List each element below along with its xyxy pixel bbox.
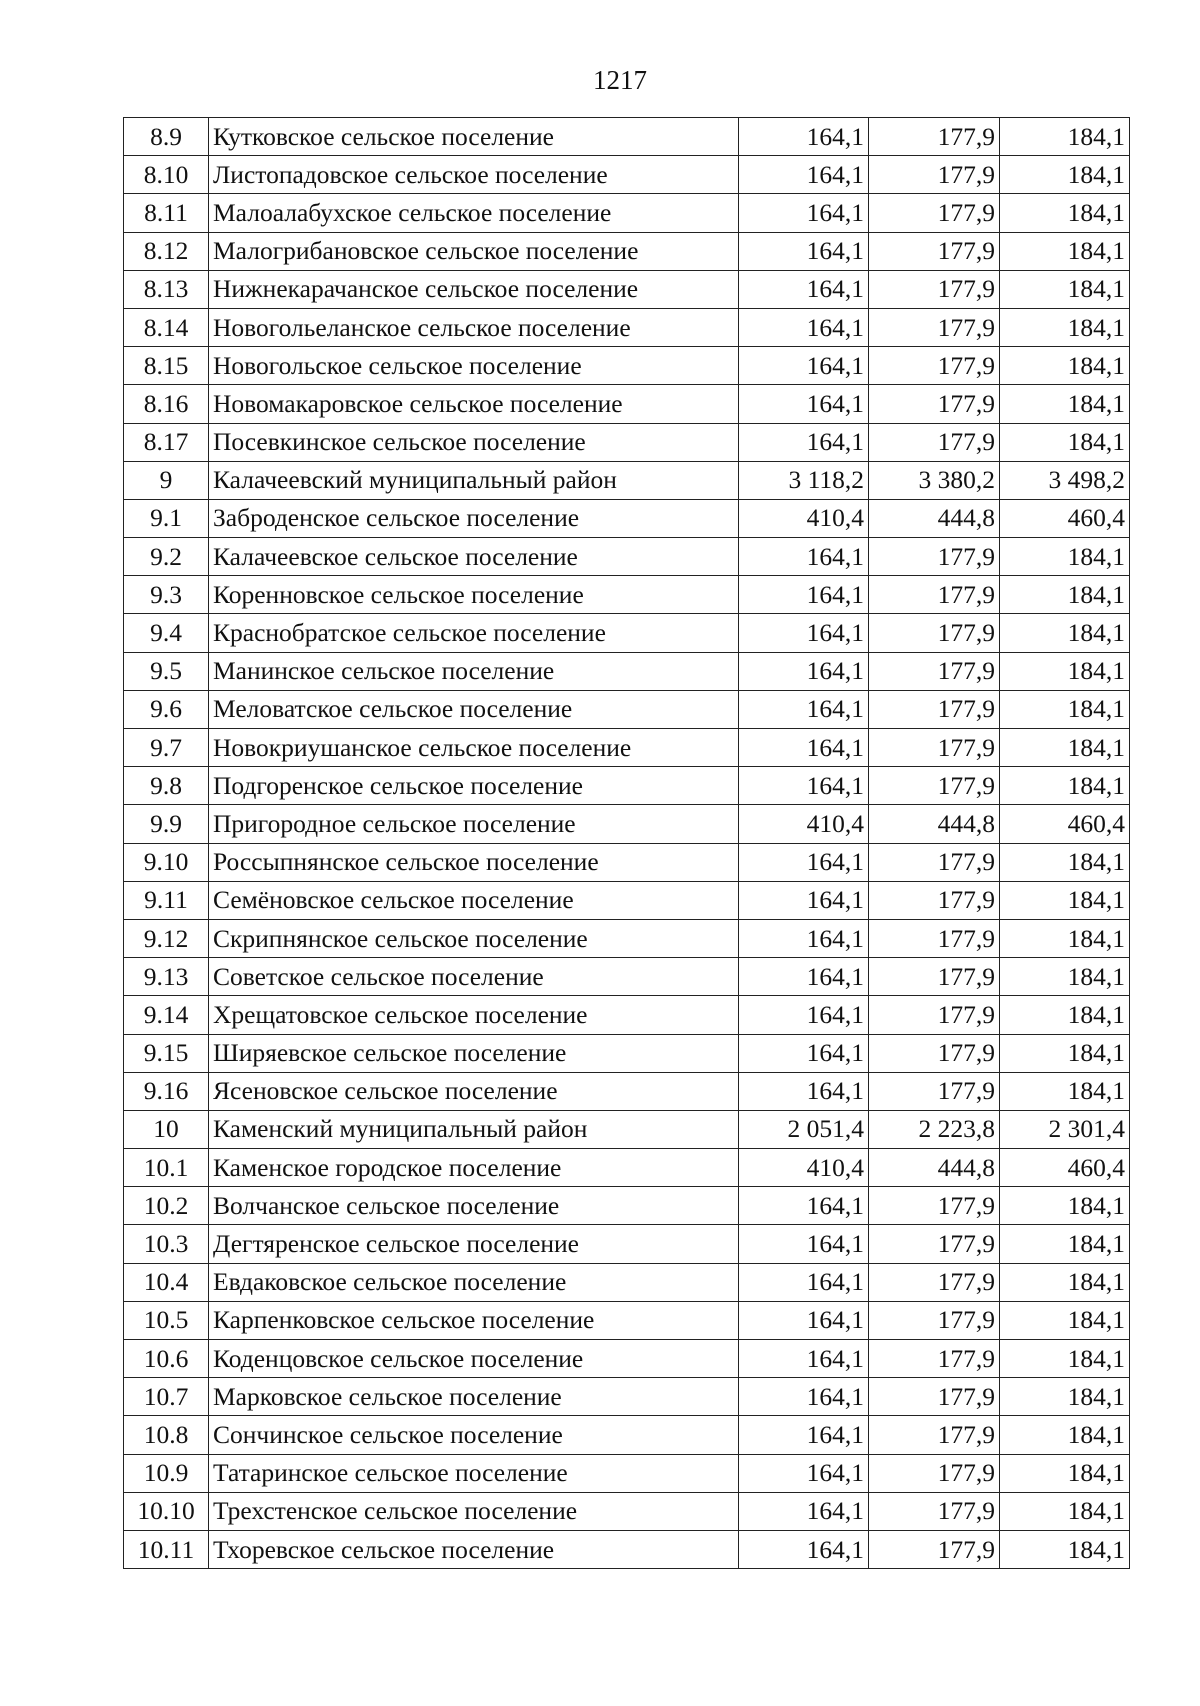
value-cell-2: 177,9 bbox=[869, 843, 1000, 881]
settlement-name-cell: Краснобратское сельское поселение bbox=[209, 614, 739, 652]
value-cell-1: 164,1 bbox=[739, 1454, 869, 1492]
value-cell-3: 184,1 bbox=[1000, 1187, 1130, 1225]
value-cell-3: 184,1 bbox=[1000, 1530, 1130, 1568]
settlement-name-cell: Нижнекарачанское сельское поселение bbox=[209, 270, 739, 308]
table-row bbox=[124, 118, 1130, 156]
value-cell-1: 164,1 bbox=[739, 1492, 869, 1530]
settlement-name-cell: Меловатское сельское поселение bbox=[209, 690, 739, 728]
value-cell-3: 184,1 bbox=[1000, 958, 1130, 996]
settlement-name-cell: Коренновское сельское поселение bbox=[209, 576, 739, 614]
table-row bbox=[124, 385, 1130, 423]
value-cell-3: 184,1 bbox=[1000, 1416, 1130, 1454]
row-number-cell: 9.4 bbox=[124, 614, 209, 652]
table-row bbox=[124, 1072, 1130, 1110]
value-cell-1: 164,1 bbox=[739, 1034, 869, 1072]
settlement-name-cell: Россыпнянское сельское поселение bbox=[209, 843, 739, 881]
value-cell-1: 164,1 bbox=[739, 919, 869, 957]
table-row bbox=[124, 805, 1130, 843]
table-row bbox=[124, 461, 1130, 499]
value-cell-1: 164,1 bbox=[739, 194, 869, 232]
settlement-name-cell: Новомакаровское сельское поселение bbox=[209, 385, 739, 423]
value-cell-2: 444,8 bbox=[869, 1149, 1000, 1187]
value-cell-1: 164,1 bbox=[739, 1225, 869, 1263]
value-cell-1: 410,4 bbox=[739, 499, 869, 537]
value-cell-2: 177,9 bbox=[869, 767, 1000, 805]
settlement-name-cell: Ширяевское сельское поселение bbox=[209, 1034, 739, 1072]
value-cell-1: 164,1 bbox=[739, 232, 869, 270]
row-number-cell: 10.5 bbox=[124, 1301, 209, 1339]
value-cell-3: 184,1 bbox=[1000, 614, 1130, 652]
table-row bbox=[124, 308, 1130, 346]
table-row bbox=[124, 614, 1130, 652]
row-number-cell: 9.10 bbox=[124, 843, 209, 881]
table-row bbox=[124, 996, 1130, 1034]
value-cell-3: 184,1 bbox=[1000, 1225, 1130, 1263]
row-number-cell: 8.17 bbox=[124, 423, 209, 461]
row-number-cell: 9.9 bbox=[124, 805, 209, 843]
value-cell-2: 3 380,2 bbox=[869, 461, 1000, 499]
row-number-cell: 9.6 bbox=[124, 690, 209, 728]
value-cell-2: 177,9 bbox=[869, 919, 1000, 957]
value-cell-1: 164,1 bbox=[739, 843, 869, 881]
table-row bbox=[124, 881, 1130, 919]
row-number-cell: 9.15 bbox=[124, 1034, 209, 1072]
value-cell-2: 177,9 bbox=[869, 156, 1000, 194]
value-cell-3: 184,1 bbox=[1000, 194, 1130, 232]
value-cell-1: 164,1 bbox=[739, 958, 869, 996]
row-number-cell: 8.10 bbox=[124, 156, 209, 194]
row-number-cell: 8.14 bbox=[124, 308, 209, 346]
row-number-cell: 8.9 bbox=[124, 118, 209, 156]
row-number-cell: 9.16 bbox=[124, 1072, 209, 1110]
table-row bbox=[124, 232, 1130, 270]
row-number-cell: 10.11 bbox=[124, 1530, 209, 1568]
table-row bbox=[124, 1225, 1130, 1263]
value-cell-2: 177,9 bbox=[869, 423, 1000, 461]
settlement-name-cell: Коденцовское сельское поселение bbox=[209, 1340, 739, 1378]
value-cell-3: 184,1 bbox=[1000, 308, 1130, 346]
value-cell-2: 177,9 bbox=[869, 270, 1000, 308]
row-number-cell: 9.2 bbox=[124, 538, 209, 576]
row-number-cell: 9.12 bbox=[124, 919, 209, 957]
table-row bbox=[124, 1034, 1130, 1072]
value-cell-1: 164,1 bbox=[739, 538, 869, 576]
value-cell-2: 2 223,8 bbox=[869, 1110, 1000, 1148]
row-number-cell: 10.1 bbox=[124, 1149, 209, 1187]
row-number-cell: 8.11 bbox=[124, 194, 209, 232]
value-cell-3: 184,1 bbox=[1000, 576, 1130, 614]
settlement-name-cell: Хрещатовское сельское поселение bbox=[209, 996, 739, 1034]
settlement-name-cell: Ясеновское сельское поселение bbox=[209, 1072, 739, 1110]
value-cell-3: 184,1 bbox=[1000, 1072, 1130, 1110]
value-cell-3: 184,1 bbox=[1000, 538, 1130, 576]
table-row bbox=[124, 767, 1130, 805]
table-row bbox=[124, 1110, 1130, 1148]
row-number-cell: 9.8 bbox=[124, 767, 209, 805]
row-number-cell: 9.11 bbox=[124, 881, 209, 919]
value-cell-3: 184,1 bbox=[1000, 843, 1130, 881]
settlement-name-cell: Калачеевский муниципальный район bbox=[209, 461, 739, 499]
value-cell-2: 177,9 bbox=[869, 1225, 1000, 1263]
value-cell-3: 184,1 bbox=[1000, 118, 1130, 156]
budget-allocation-table bbox=[123, 117, 1130, 1569]
value-cell-3: 184,1 bbox=[1000, 1492, 1130, 1530]
row-number-cell: 9.13 bbox=[124, 958, 209, 996]
settlement-name-cell: Каменский муниципальный район bbox=[209, 1110, 739, 1148]
settlement-name-cell: Евдаковское сельское поселение bbox=[209, 1263, 739, 1301]
value-cell-3: 3 498,2 bbox=[1000, 461, 1130, 499]
value-cell-1: 164,1 bbox=[739, 118, 869, 156]
value-cell-2: 177,9 bbox=[869, 958, 1000, 996]
settlement-name-cell: Заброденское сельское поселение bbox=[209, 499, 739, 537]
settlement-name-cell: Сончинское сельское поселение bbox=[209, 1416, 739, 1454]
value-cell-1: 164,1 bbox=[739, 690, 869, 728]
value-cell-3: 184,1 bbox=[1000, 232, 1130, 270]
settlement-name-cell: Новогольское сельское поселение bbox=[209, 347, 739, 385]
table-row bbox=[124, 423, 1130, 461]
settlement-name-cell: Малоалабухское сельское поселение bbox=[209, 194, 739, 232]
value-cell-2: 177,9 bbox=[869, 996, 1000, 1034]
value-cell-3: 184,1 bbox=[1000, 1340, 1130, 1378]
value-cell-1: 164,1 bbox=[739, 996, 869, 1034]
value-cell-2: 177,9 bbox=[869, 1416, 1000, 1454]
value-cell-2: 177,9 bbox=[869, 576, 1000, 614]
value-cell-2: 177,9 bbox=[869, 1340, 1000, 1378]
row-number-cell: 10.4 bbox=[124, 1263, 209, 1301]
value-cell-2: 177,9 bbox=[869, 1301, 1000, 1339]
table-row bbox=[124, 1340, 1130, 1378]
value-cell-2: 177,9 bbox=[869, 1263, 1000, 1301]
table-row bbox=[124, 1187, 1130, 1225]
value-cell-1: 164,1 bbox=[739, 385, 869, 423]
settlement-name-cell: Новогольеланское сельское поселение bbox=[209, 308, 739, 346]
value-cell-1: 164,1 bbox=[739, 1416, 869, 1454]
value-cell-1: 164,1 bbox=[739, 156, 869, 194]
settlement-name-cell: Манинское сельское поселение bbox=[209, 652, 739, 690]
row-number-cell: 10.7 bbox=[124, 1378, 209, 1416]
table-row bbox=[124, 347, 1130, 385]
value-cell-3: 184,1 bbox=[1000, 767, 1130, 805]
value-cell-1: 164,1 bbox=[739, 1530, 869, 1568]
row-number-cell: 10.10 bbox=[124, 1492, 209, 1530]
settlement-name-cell: Малогрибановское сельское поселение bbox=[209, 232, 739, 270]
row-number-cell: 10.9 bbox=[124, 1454, 209, 1492]
value-cell-2: 177,9 bbox=[869, 881, 1000, 919]
settlement-name-cell: Советское сельское поселение bbox=[209, 958, 739, 996]
table-row bbox=[124, 958, 1130, 996]
row-number-cell: 8.16 bbox=[124, 385, 209, 423]
value-cell-2: 177,9 bbox=[869, 1378, 1000, 1416]
value-cell-2: 177,9 bbox=[869, 1454, 1000, 1492]
value-cell-1: 164,1 bbox=[739, 1340, 869, 1378]
table-row bbox=[124, 1530, 1130, 1568]
table-row bbox=[124, 576, 1130, 614]
value-cell-1: 410,4 bbox=[739, 805, 869, 843]
page-number: 1217 bbox=[593, 65, 647, 95]
table-row bbox=[124, 729, 1130, 767]
row-number-cell: 10.2 bbox=[124, 1187, 209, 1225]
settlement-name-cell: Карпенковское сельское поселение bbox=[209, 1301, 739, 1339]
value-cell-1: 164,1 bbox=[739, 1072, 869, 1110]
value-cell-2: 177,9 bbox=[869, 652, 1000, 690]
row-number-cell: 10.6 bbox=[124, 1340, 209, 1378]
value-cell-1: 164,1 bbox=[739, 1263, 869, 1301]
row-number-cell: 9.1 bbox=[124, 499, 209, 537]
row-number-cell: 9.3 bbox=[124, 576, 209, 614]
value-cell-1: 164,1 bbox=[739, 270, 869, 308]
table-row bbox=[124, 499, 1130, 537]
table-row bbox=[124, 1301, 1130, 1339]
value-cell-1: 164,1 bbox=[739, 729, 869, 767]
value-cell-1: 164,1 bbox=[739, 1301, 869, 1339]
value-cell-2: 177,9 bbox=[869, 1034, 1000, 1072]
table-row bbox=[124, 1149, 1130, 1187]
table-row bbox=[124, 156, 1130, 194]
row-number-cell: 8.13 bbox=[124, 270, 209, 308]
table-body bbox=[124, 118, 1130, 1569]
value-cell-1: 164,1 bbox=[739, 767, 869, 805]
value-cell-2: 177,9 bbox=[869, 1072, 1000, 1110]
value-cell-1: 164,1 bbox=[739, 1187, 869, 1225]
value-cell-3: 184,1 bbox=[1000, 1263, 1130, 1301]
table-row bbox=[124, 270, 1130, 308]
row-number-cell: 8.15 bbox=[124, 347, 209, 385]
row-number-cell: 9.5 bbox=[124, 652, 209, 690]
value-cell-1: 164,1 bbox=[739, 347, 869, 385]
settlement-name-cell: Дегтяренское сельское поселение bbox=[209, 1225, 739, 1263]
value-cell-3: 184,1 bbox=[1000, 1301, 1130, 1339]
settlement-name-cell: Трехстенское сельское поселение bbox=[209, 1492, 739, 1530]
table-row bbox=[124, 1454, 1130, 1492]
row-number-cell: 9.14 bbox=[124, 996, 209, 1034]
value-cell-2: 177,9 bbox=[869, 118, 1000, 156]
value-cell-3: 184,1 bbox=[1000, 690, 1130, 728]
value-cell-2: 177,9 bbox=[869, 1530, 1000, 1568]
settlement-name-cell: Каменское городское поселение bbox=[209, 1149, 739, 1187]
settlement-name-cell: Волчанское сельское поселение bbox=[209, 1187, 739, 1225]
settlement-name-cell: Посевкинское сельское поселение bbox=[209, 423, 739, 461]
value-cell-2: 444,8 bbox=[869, 499, 1000, 537]
table-row bbox=[124, 919, 1130, 957]
value-cell-3: 2 301,4 bbox=[1000, 1110, 1130, 1148]
row-number-cell: 10.8 bbox=[124, 1416, 209, 1454]
table-row bbox=[124, 1492, 1130, 1530]
row-number-cell: 8.12 bbox=[124, 232, 209, 270]
value-cell-1: 164,1 bbox=[739, 308, 869, 346]
settlement-name-cell: Листопадовское сельское поселение bbox=[209, 156, 739, 194]
value-cell-1: 2 051,4 bbox=[739, 1110, 869, 1148]
settlement-name-cell: Подгоренское сельское поселение bbox=[209, 767, 739, 805]
value-cell-2: 177,9 bbox=[869, 194, 1000, 232]
value-cell-1: 164,1 bbox=[739, 652, 869, 690]
settlement-name-cell: Тхоревское сельское поселение bbox=[209, 1530, 739, 1568]
table-row bbox=[124, 690, 1130, 728]
table-row bbox=[124, 1378, 1130, 1416]
settlement-name-cell: Семёновское сельское поселение bbox=[209, 881, 739, 919]
value-cell-1: 164,1 bbox=[739, 614, 869, 652]
settlement-name-cell: Пригородное сельское поселение bbox=[209, 805, 739, 843]
table-row bbox=[124, 538, 1130, 576]
row-number-cell: 9.7 bbox=[124, 729, 209, 767]
value-cell-3: 460,4 bbox=[1000, 499, 1130, 537]
value-cell-3: 184,1 bbox=[1000, 270, 1130, 308]
value-cell-3: 184,1 bbox=[1000, 156, 1130, 194]
value-cell-3: 184,1 bbox=[1000, 347, 1130, 385]
value-cell-2: 177,9 bbox=[869, 614, 1000, 652]
settlement-name-cell: Новокриушанское сельское поселение bbox=[209, 729, 739, 767]
row-number-cell: 10 bbox=[124, 1110, 209, 1148]
value-cell-3: 184,1 bbox=[1000, 729, 1130, 767]
value-cell-2: 177,9 bbox=[869, 1187, 1000, 1225]
value-cell-2: 177,9 bbox=[869, 385, 1000, 423]
value-cell-1: 164,1 bbox=[739, 423, 869, 461]
value-cell-2: 177,9 bbox=[869, 232, 1000, 270]
value-cell-2: 177,9 bbox=[869, 538, 1000, 576]
value-cell-2: 177,9 bbox=[869, 1492, 1000, 1530]
value-cell-3: 184,1 bbox=[1000, 1034, 1130, 1072]
value-cell-3: 184,1 bbox=[1000, 652, 1130, 690]
value-cell-3: 460,4 bbox=[1000, 805, 1130, 843]
settlement-name-cell: Кутковское сельское поселение bbox=[209, 118, 739, 156]
row-number-cell: 10.3 bbox=[124, 1225, 209, 1263]
value-cell-3: 184,1 bbox=[1000, 423, 1130, 461]
settlement-name-cell: Татаринское сельское поселение bbox=[209, 1454, 739, 1492]
value-cell-1: 164,1 bbox=[739, 576, 869, 614]
value-cell-2: 177,9 bbox=[869, 308, 1000, 346]
table-row bbox=[124, 194, 1130, 232]
value-cell-3: 184,1 bbox=[1000, 881, 1130, 919]
settlement-name-cell: Марковское сельское поселение bbox=[209, 1378, 739, 1416]
value-cell-3: 184,1 bbox=[1000, 1454, 1130, 1492]
value-cell-1: 410,4 bbox=[739, 1149, 869, 1187]
value-cell-3: 184,1 bbox=[1000, 919, 1130, 957]
value-cell-3: 184,1 bbox=[1000, 996, 1130, 1034]
row-number-cell: 9 bbox=[124, 461, 209, 499]
value-cell-1: 3 118,2 bbox=[739, 461, 869, 499]
settlement-name-cell: Калачеевское сельское поселение bbox=[209, 538, 739, 576]
settlement-name-cell: Скрипнянское сельское поселение bbox=[209, 919, 739, 957]
table-row bbox=[124, 843, 1130, 881]
value-cell-2: 177,9 bbox=[869, 690, 1000, 728]
table-row bbox=[124, 1263, 1130, 1301]
value-cell-1: 164,1 bbox=[739, 881, 869, 919]
value-cell-2: 177,9 bbox=[869, 729, 1000, 767]
value-cell-2: 177,9 bbox=[869, 347, 1000, 385]
value-cell-2: 444,8 bbox=[869, 805, 1000, 843]
table-row bbox=[124, 652, 1130, 690]
value-cell-1: 164,1 bbox=[739, 1378, 869, 1416]
value-cell-3: 184,1 bbox=[1000, 385, 1130, 423]
value-cell-3: 184,1 bbox=[1000, 1378, 1130, 1416]
value-cell-3: 460,4 bbox=[1000, 1149, 1130, 1187]
table-row bbox=[124, 1416, 1130, 1454]
